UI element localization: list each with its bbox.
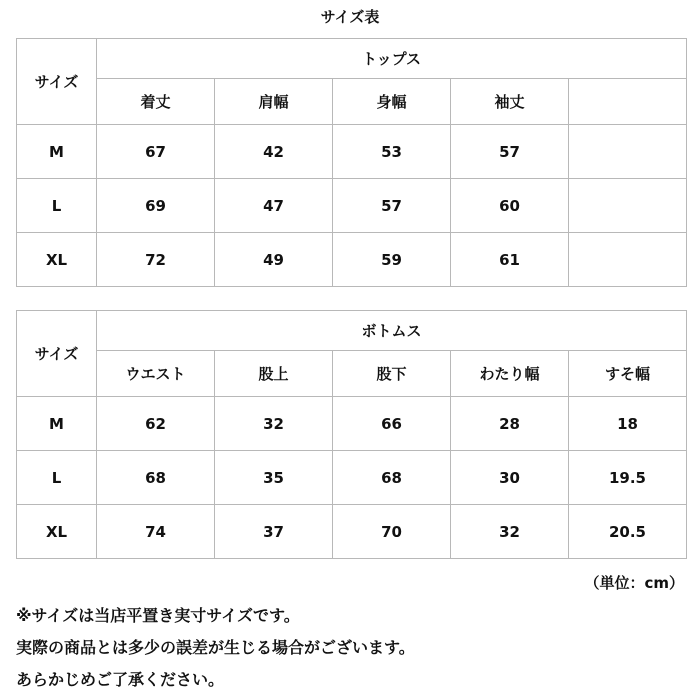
column-header: わたり幅: [451, 351, 569, 397]
column-header: すそ幅: [569, 351, 687, 397]
table-row: [17, 505, 687, 559]
size-cell: M: [17, 125, 97, 179]
value-cell: 68: [333, 451, 451, 505]
value-cell: 47: [215, 179, 333, 233]
size-header: サイズ: [17, 311, 97, 397]
note-line: ※サイズは当店平置き実寸サイズです。: [16, 606, 300, 625]
value-cell: 59: [333, 233, 451, 287]
note-line: あらかじめご了承ください。: [16, 670, 225, 689]
value-cell: 57: [333, 179, 451, 233]
bottoms-size-table: [16, 310, 687, 559]
value-cell: 68: [97, 451, 215, 505]
tops-size-table: [16, 38, 687, 287]
value-cell: [569, 179, 687, 233]
column-header: [569, 79, 687, 125]
value-cell: 37: [215, 505, 333, 559]
table-row: [17, 179, 687, 233]
column-header: 身幅: [333, 79, 451, 125]
page-title: サイズ表: [320, 8, 380, 26]
column-header: 股上: [215, 351, 333, 397]
size-cell: XL: [17, 233, 97, 287]
size-cell: L: [17, 451, 97, 505]
value-cell: [569, 233, 687, 287]
tops-group-header: トップス: [97, 39, 687, 79]
value-cell: 60: [451, 179, 569, 233]
column-header: 股下: [333, 351, 451, 397]
value-cell: 62: [97, 397, 215, 451]
value-cell: 18: [569, 397, 687, 451]
size-header: サイズ: [17, 39, 97, 125]
table-row: [17, 451, 687, 505]
size-cell: M: [17, 397, 97, 451]
value-cell: 30: [451, 451, 569, 505]
value-cell: 49: [215, 233, 333, 287]
table-row: [17, 397, 687, 451]
column-header: 着丈: [97, 79, 215, 125]
value-cell: 32: [451, 505, 569, 559]
unit-label: （単位：cm）: [584, 574, 684, 592]
table-row: [17, 125, 687, 179]
value-cell: [569, 125, 687, 179]
notes: [16, 600, 686, 696]
value-cell: 57: [451, 125, 569, 179]
value-cell: 53: [333, 125, 451, 179]
value-cell: 74: [97, 505, 215, 559]
value-cell: 19.5: [569, 451, 687, 505]
note-line: 実際の商品とは多少の誤差が生じる場合がございます。: [16, 638, 415, 657]
table-row: [17, 233, 687, 287]
value-cell: 35: [215, 451, 333, 505]
size-cell: L: [17, 179, 97, 233]
value-cell: 42: [215, 125, 333, 179]
value-cell: 32: [215, 397, 333, 451]
value-cell: 67: [97, 125, 215, 179]
value-cell: 28: [451, 397, 569, 451]
column-header: ウエスト: [97, 351, 215, 397]
value-cell: 20.5: [569, 505, 687, 559]
value-cell: 66: [333, 397, 451, 451]
value-cell: 61: [451, 233, 569, 287]
bottoms-group-header: ボトムス: [97, 311, 687, 351]
value-cell: 69: [97, 179, 215, 233]
column-header: 肩幅: [215, 79, 333, 125]
size-cell: XL: [17, 505, 97, 559]
column-header: 袖丈: [451, 79, 569, 125]
value-cell: 72: [97, 233, 215, 287]
value-cell: 70: [333, 505, 451, 559]
